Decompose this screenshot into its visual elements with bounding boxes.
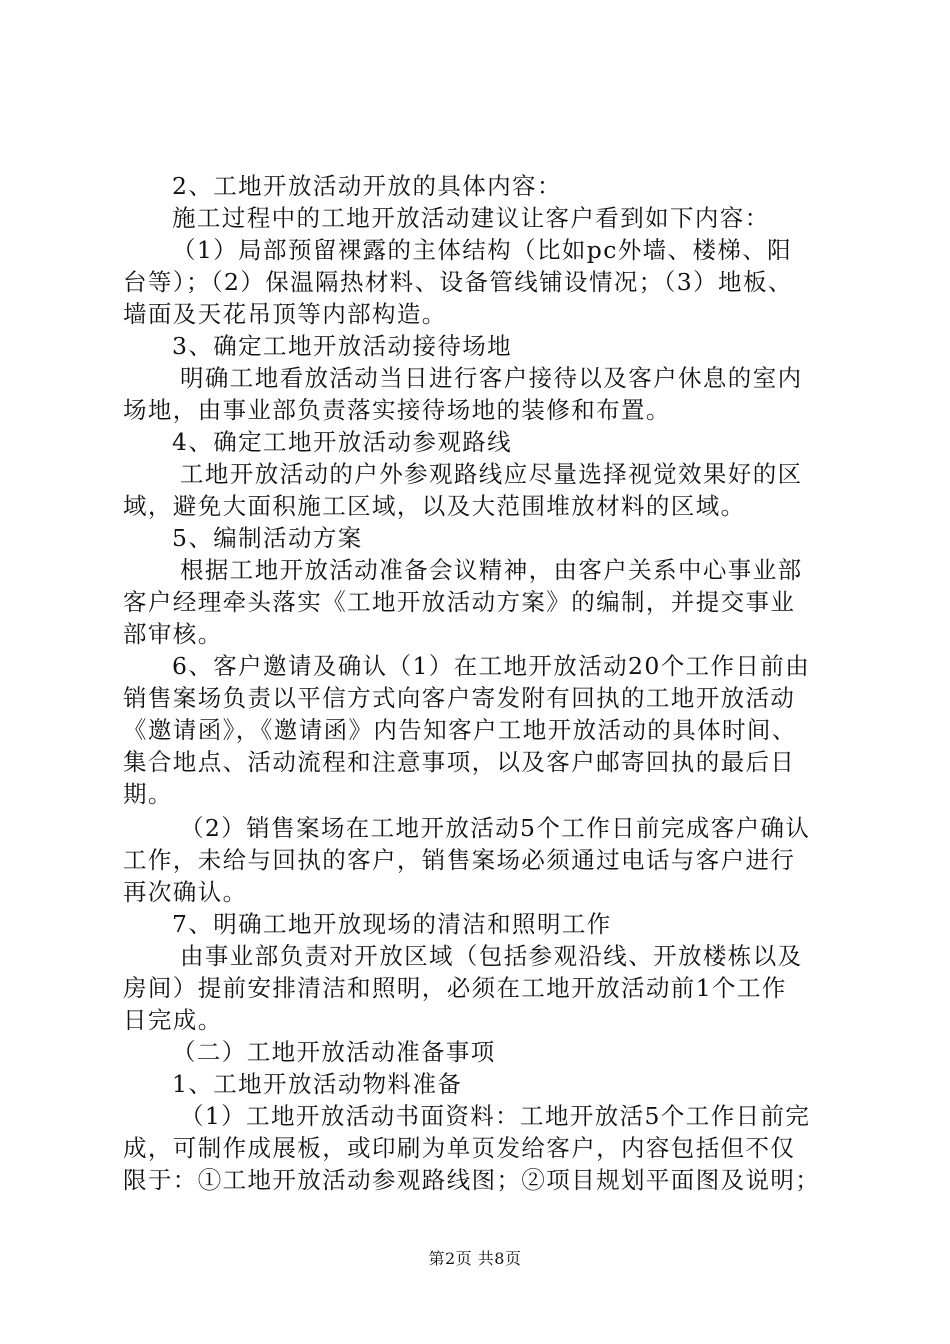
text-line: 根据工地开放活动准备会议精神，由客户关系中心事业部 [180, 556, 803, 584]
text-line: 限于：①工地开放活动参观路线图；②项目规划平面图及说明； [123, 1166, 821, 1194]
text-line: 1、工地开放活动物料准备 [172, 1070, 463, 1098]
text-line: （二）工地开放活动准备事项 [172, 1038, 496, 1066]
text-line: 日完成。 [123, 1006, 223, 1034]
text-line: 由事业部负责对开放区域（包括参观沿线、开放楼栋以及 [180, 942, 803, 970]
text-line: 工地开放活动的户外参观路线应尽量选择视觉效果好的区 [180, 460, 803, 488]
text-line: 3、确定工地开放活动接待场地 [172, 332, 513, 360]
text-line: 域，避免大面积施工区域，以及大范围堆放材料的区域。 [123, 492, 746, 520]
text-line: 明确工地看放活动当日进行客户接待以及客户休息的室内 [180, 364, 803, 392]
text-line: 成，可制作成展板，或印刷为单页发给客户，内容包括但不仅 [123, 1134, 796, 1162]
text-line: 期。 [123, 780, 173, 808]
text-line: 施工过程中的工地开放活动建议让客户看到如下内容： [172, 204, 770, 232]
text-line: （2）销售案场在工地开放活动5个工作日前完成客户确认 [180, 814, 811, 842]
text-line: 5、编制活动方案 [172, 524, 363, 552]
text-line: （1）工地开放活动书面资料：工地开放活5个工作日前完 [180, 1102, 811, 1130]
text-line: 部审核。 [123, 620, 223, 648]
text-line: （1）局部预留裸露的主体结构（比如pc外墙、楼梯、阳 [172, 236, 793, 264]
text-line: 再次确认。 [123, 878, 248, 906]
page-number-footer: 第2页 共8页 [428, 1249, 522, 1268]
text-line: 房间）提前安排清洁和照明，必须在工地开放活动前1个工作 [123, 974, 787, 1002]
text-line: 2、工地开放活动开放的具体内容： [172, 172, 562, 200]
text-line: 墙面及天花吊顶等内部构造。 [123, 300, 447, 328]
text-line: 台等）；（2）保温隔热材料、设备管线铺设情况；（3）地板、 [123, 268, 793, 296]
text-line: 7、明确工地开放现场的清洁和照明工作 [172, 910, 612, 938]
text-line: 《邀请函》，《邀请函》内告知客户工地开放活动的具体时间、 [123, 716, 797, 744]
text-line: 场地，由事业部负责落实接待场地的装修和布置。 [123, 396, 671, 424]
text-line: 4、确定工地开放活动参观路线 [172, 428, 513, 456]
text-line: 销售案场负责以平信方式向客户寄发附有回执的工地开放活动 [123, 684, 796, 712]
text-line: 集合地点、活动流程和注意事项，以及客户邮寄回执的最后日 [123, 748, 796, 776]
text-line: 6、客户邀请及确认（1）在工地开放活动20个工作日前由 [172, 652, 811, 680]
text-line: 工作，未给与回执的客户，销售案场必须通过电话与客户进行 [123, 846, 796, 874]
text-line: 客户经理牵头落实《工地开放活动方案》的编制，并提交事业 [123, 588, 796, 616]
